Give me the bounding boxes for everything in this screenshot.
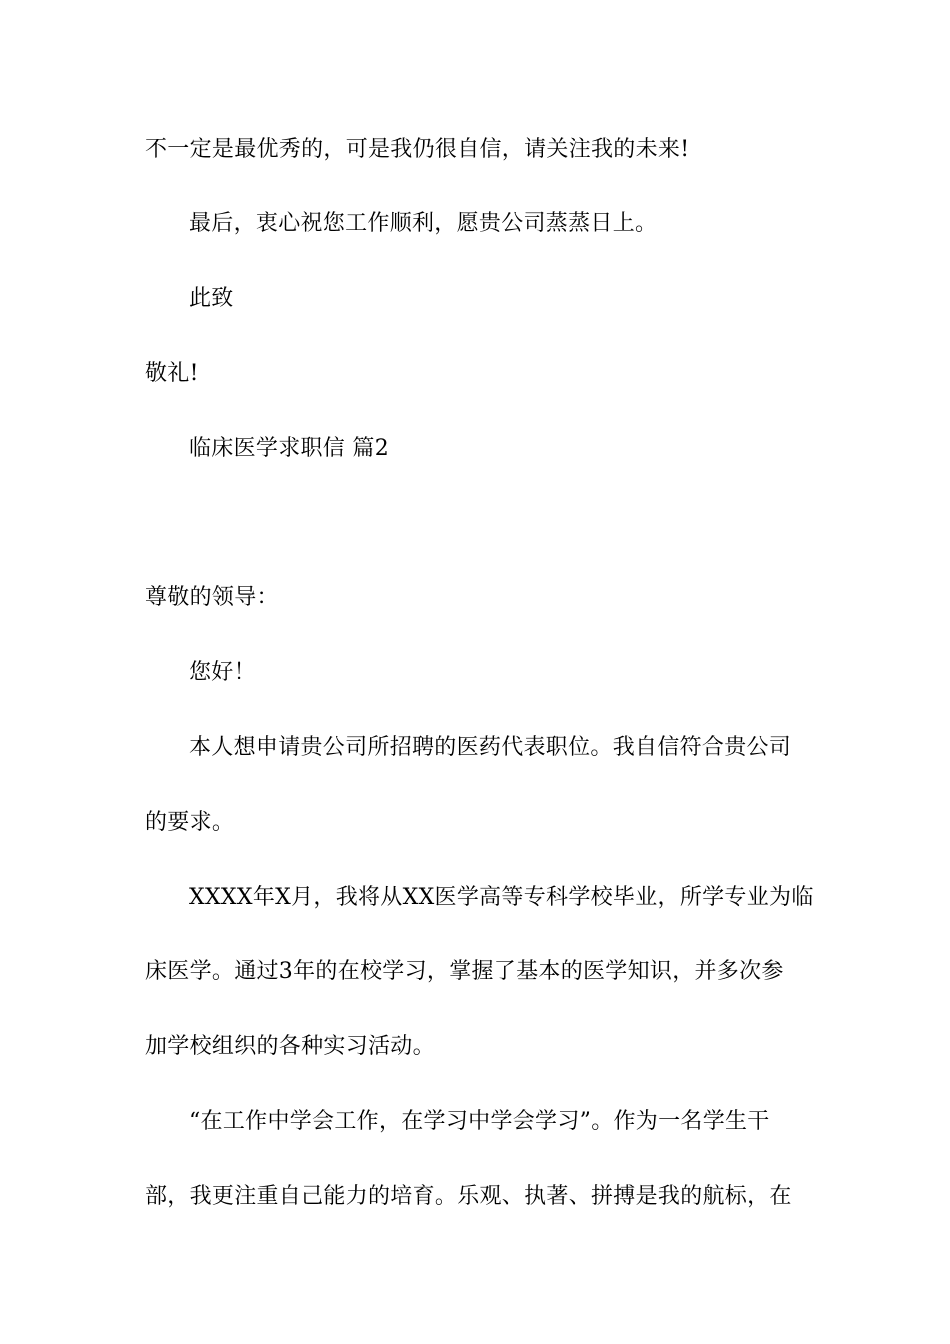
section-title: 临床医学求职信 篇2: [189, 436, 389, 461]
paragraph-line: “在工作中学会工作，在学习中学会学习”。作为一名学生干: [189, 1109, 770, 1134]
paragraph-line: 本人想申请贵公司所招聘的医药代表职位。我自信符合贵公司: [189, 735, 792, 760]
paragraph-line: 部，我更注重自己能力的培育。乐观、执著、拼搏是我的航标，在: [145, 1184, 792, 1209]
greeting: 您好！: [189, 660, 256, 685]
salutation-close: 此致: [189, 286, 234, 311]
paragraph-line: XXXX年X月，我将从XX医学高等专科学校毕业，所学专业为临: [189, 885, 814, 910]
paragraph-line: 不一定是最优秀的，可是我仍很自信，请关注我的未来!: [145, 137, 690, 162]
paragraph-line: 加学校组织的各种实习活动。: [145, 1034, 435, 1059]
closing-wish: 最后，衷心祝您工作顺利，愿贵公司蒸蒸日上。: [189, 211, 658, 236]
paragraph-line: 的要求。: [145, 810, 235, 835]
salutation-regards: 敬礼!: [145, 361, 199, 386]
paragraph-line: 床医学。通过3年的在校学习，掌握了基本的医学知识，并多次参: [145, 959, 784, 984]
greeting-recipient: 尊敬的领导：: [145, 585, 279, 610]
